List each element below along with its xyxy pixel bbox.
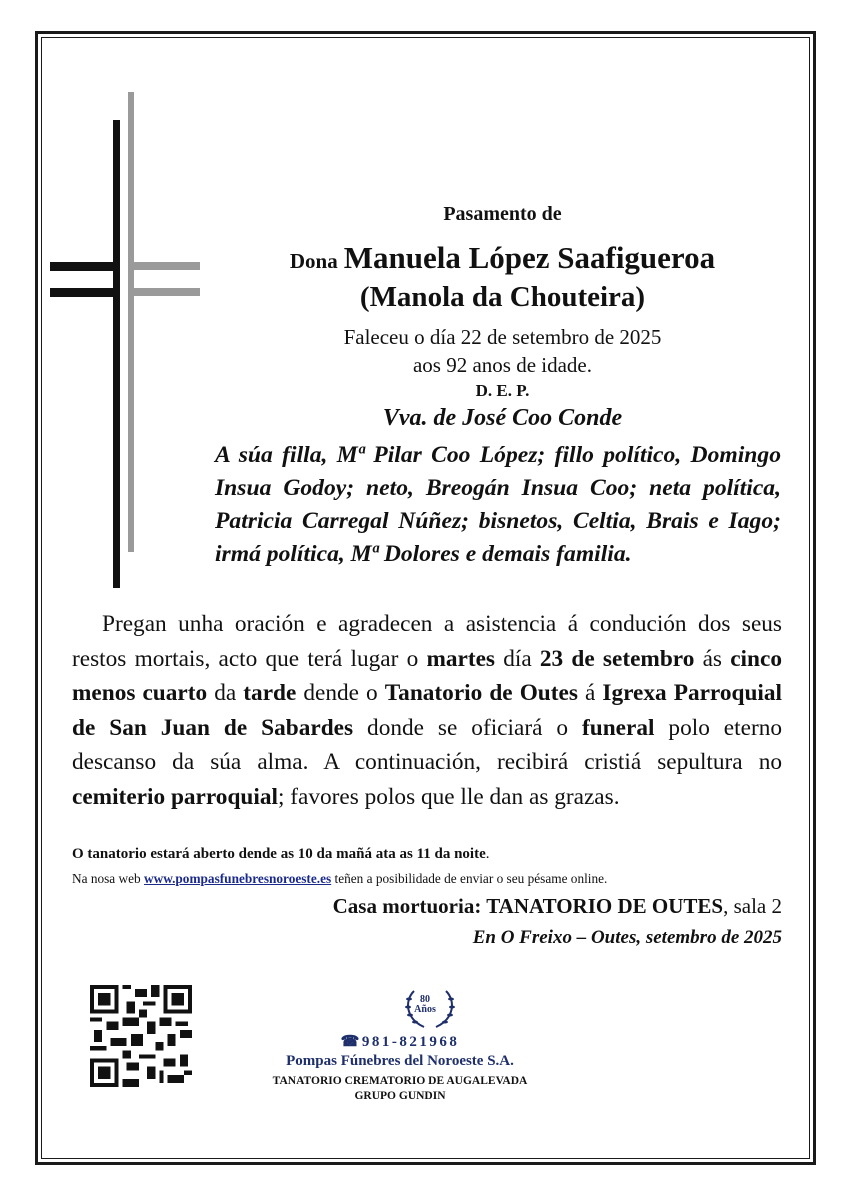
phone-icon: ☎ [340, 1034, 362, 1050]
anniversary-badge [395, 983, 465, 1036]
deceased-full-name: Manuela López Saafigueroa [343, 240, 716, 275]
notice-heading: Pasamento de [443, 203, 562, 225]
opening-hours: O tanatorio estará aberto dende as 10 da mañá ata as 11 da noite. [72, 846, 490, 862]
family-text: A súa filla, Mª Pilar Coo López; fillo político, Domingo Insua Godoy; neto, Breogán Insua Coo; neta política, Patricia Carregal Núñez; bisnetos, Celtia, Brais e Iago; irmá política, Mª Dolores e demais familia. [215, 442, 781, 567]
death-age: aos 92 anos de idade. [412, 353, 593, 377]
qr-code-icon[interactable] [90, 985, 192, 1087]
widow-line: Vva. de José Coo Conde [382, 405, 623, 431]
badge-number: 80 [420, 994, 430, 1005]
family-list [215, 439, 781, 571]
phone-number: 981-821968 [361, 1034, 460, 1050]
badge-text: Años [414, 1004, 436, 1015]
deceased-alias: (Manola da Chouteira) [359, 281, 646, 313]
announcement-text: Pregan unha oración e agradecen a asistencia á condución dos seus restos mortais, acto que terá lugar o martes día 23 de setembro ás cinco menos cuarto da tarde dende o Tanatorio de Outes á Igrexa Parroquial de San Juan de Sabardes donde se oficiará o funeral polo eterno descanso da súa alma. A continuación, recibirá cristiá sepultura no cemiterio parroquial; favores polos que lle dan as grazas. [72, 611, 783, 810]
funeral-home: Casa mortuoria: TANATORIO DE OUTES, sala 2 [332, 894, 782, 918]
name-prefix: Dona [289, 249, 338, 273]
deceased-name [215, 240, 790, 276]
dep-text: D. E. P. [475, 381, 530, 400]
place-date: En O Freixo – Outes, setembro de 2025 [472, 927, 782, 948]
phone-line [250, 1032, 550, 1051]
group-name: GRUPO GUNDIN [354, 1090, 446, 1102]
death-date: Faleceu o día 22 de setembro de 2025 [343, 325, 662, 349]
announcement [72, 607, 782, 814]
website-link[interactable]: www.pompasfunebresnoroeste.es [144, 871, 332, 886]
company-name: Pompas Fúnebres del Noroeste S.A. [286, 1053, 514, 1069]
death-info [215, 323, 790, 379]
tanatorio-name: TANATORIO CREMATORIO DE AUGALEVADA [272, 1075, 528, 1087]
web-notice: Na nosa web www.pompasfunebresnoroeste.es teñen a posibilidade de enviar o seu pésame online. [72, 871, 608, 886]
